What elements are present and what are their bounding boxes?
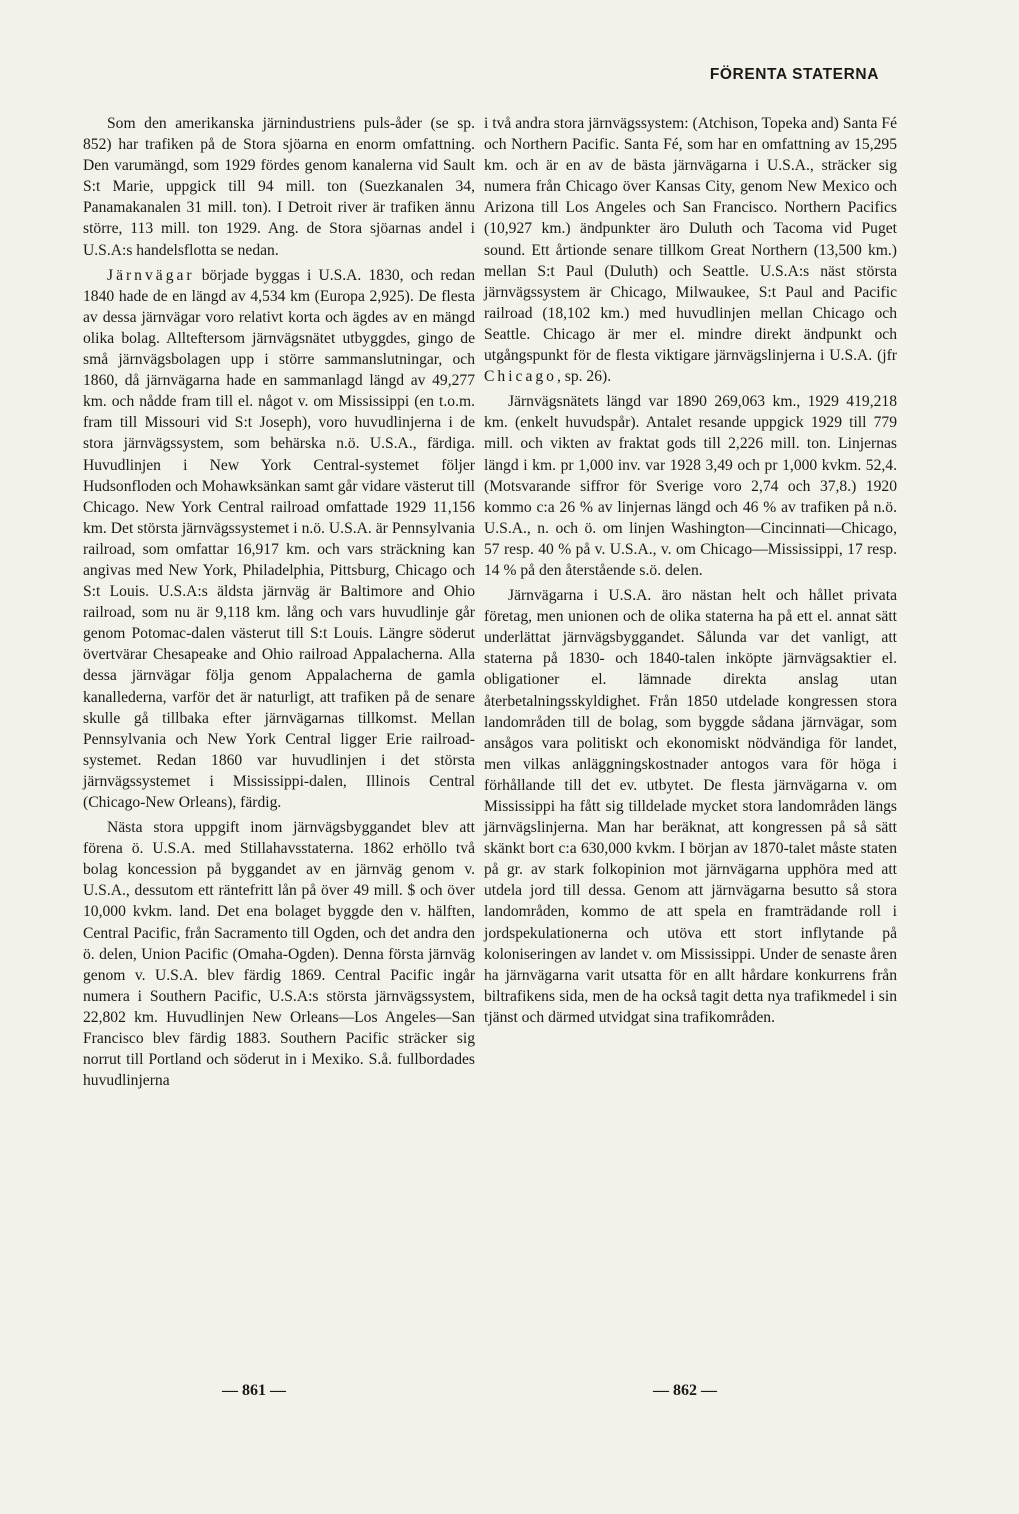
left-paragraph-1: Som den amerikanska järnindustriens puls-åder (se sp. 852) har trafiken på de Stora sjöarna en enorm omfattning. Den varumängd, som 1929 fördes genom kanalerna vid Sault S:t Marie, uppgick till 94 mill. ton (Suezkanalen 34, Panamakanalen 31 mill. ton). I Detroit river är trafiken ännu större, 113 mill. ton 1929. Ang. de Stora sjöarnas andel i U.S.A:s handelsflotta se nedan. <box>83 115 475 259</box>
right-column <box>484 113 897 1032</box>
right-paragraph-1-end: , sp. 26). <box>556 368 612 386</box>
right-paragraph-1-text: i två andra stora järnvägssystem: (Atchison, Topeka and) Santa Fé och Northern Pacific. Santa Fé, som har en omfattning av 15,295 km. och är en av de bästa järnvägarna i U.S.A., sträcker sig numera från Chicago över Kansas City, genom New Mexico och Arizona till Los Angeles och San Francisco. Northern Pacifics (10,927 km.) ändpunkter äro Duluth och Tacoma vid Puget sound. Ett årtionde senare tillkom Great Northern (13,500 km.) mellan S:t Paul (Duluth) och Seattle. U.S.A:s näst största järnvägssystem är Chicago, Milwaukee, S:t Paul and Pacific railroad (18,102 km.) med huvudlinjen mellan Chicago och Seattle. Chicago är mer el. mindre direkt ändpunkt och utgångspunkt för de flesta viktigare järnvägslinjerna i U.S.A. (jfr <box>484 115 897 365</box>
cross-reference-chicago: Chicago <box>484 368 557 386</box>
right-paragraph-3: Järnvägarna i U.S.A. äro nästan helt och hållet privata företag, men unionen och de olika staterna ha på ett el. annat sätt underlättat järnvägsbyggandet. Sålunda var det vanligt, att staterna på 1830- och 1840-talen inköpte järnvägsaktier el. obligationer el. lämnade direkta anslag utan återbetalningsskyldighet. Från 1850 utdelade kongressen stora landområden till de bolag, som byggde sådana järnvägar, som ansågos vara politiskt och ekonomiskt nödvändiga för landet, men vilkas anläggningskostnader antogos vara för höga i förhållande till det ev. utbytet. De flesta järnvägarna v. om Mississippi ha fått sig tilldelade mycket stora landområden längs järnvägslinjerna. Man har beräknat, att kongressen på så sätt skänkt bort c:a 630,000 kvkm. I början av 1870-talet måste staten på gr. av stark folkopinion mot järnvägarna upphöra med att utdela jord till dessa. Genom att järnvägarna besutto så stora landområden, kommo de att spela en framträdande roll i jordspekulationerna och utöva ett stort inflytande på koloniseringen av landet v. om Mississippi. Under de senaste åren ha järnvägarna varit utsatta för en allt hårdare konkurrens från biltrafikens sida, men de ha också tagit detta nya trafikmedel i sin tjänst och därmed utvidgat sina trafikområden. <box>484 587 897 1026</box>
page-number-right: — 862 — <box>653 1382 717 1399</box>
left-column <box>83 113 475 1095</box>
right-paragraph-2: Järnvägsnätets längd var 1890 269,063 km., 1929 419,218 km. (enkelt huvudspår). Antalet resande uppgick 1929 till 779 mill. och vikten av fraktat gods till 2,226 mill. ton. Linjernas längd i km. pr 1,000 inv. var 1928 3,49 och pr 1,000 kvkm. 52,4. (Motsvarande siffror för Sverige voro 2,74 och 37,8.) 1920 kommo c:a 26 % av linjernas längd och 46 % av trafiken på n.ö. U.S.A., n. och ö. om linjen Washington—Cincinnati—Chicago, 57 resp. 40 % på v. U.S.A., v. om Chicago—Mississippi, 17 resp. 14 % på den återstående s.ö. delen. <box>484 393 897 579</box>
left-paragraph-3: Nästa stora uppgift inom järnvägsbyggandet blev att förena ö. U.S.A. med Stillahavsstaterna. 1862 erhöllo två bolag koncession på byggandet av en järnväg genom v. U.S.A., dessutom ett räntefritt lån på över 49 mill. $ och över 10,000 kvkm. land. Det ena bolaget byggde den v. hälften, Central Pacific, från Sacramento till Ogden, och det andra den ö. delen, Union Pacific (Omaha-Ogden). Denna första järnväg genom v. U.S.A. blev färdig 1869. Central Pacific ingår numera i Southern Pacific, U.S.A:s största järnvägssystem, 22,802 km. Huvudlinjen New Orleans—Los Angeles—San Francisco blev färdig 1883. Southern Pacific sträcker sig norrut till Portland och söderut in i Mexiko. S.å. fullbordades huvudlinjerna <box>83 819 475 1090</box>
left-paragraph-2 <box>83 265 475 813</box>
running-title: FÖRENTA STATERNA <box>709 66 879 83</box>
left-paragraph-2-text: började byggas i U.S.A. 1830, och redan 1840 hade de en längd av 4,534 km (Europa 2,925). De flesta av dessa järnvägar voro relativt korta och ägdes av en mängd olika bolag. Allteftersom järnvägsnätet utbyggdes, gingo de små järnvägsbolagen upp i större sammanslutningar, och 1860, då järnvägarna hade en sammanlagd längd av 49,277 km. och nådde fram till el. något v. om Mississippi (en t.o.m. fram till Missouri vid S:t Joseph), voro huvudlinjerna i de stora järnvägssystem, som behärska n.ö. U.S.A., färdiga. Huvudlinjen i New York Central-systemet följer Hudsonfloden och Mohawksänkan samt går vidare västerut till Chicago. New York Central railroad omfattade 1929 11,156 km. Det största järnvägssystemet i n.ö. U.S.A. är Pennsylvania railroad, som omfattar 16,917 km. och vars sträckning kan angivas med New York, Philadelphia, Pittsburg, Chicago och S:t Louis. U.S.A:s äldsta järnväg är Baltimore and Ohio railroad, som nu är 9,118 km. lång och vars huvudlinje går genom Potomac-dalen västerut till S:t Louis. Längre söderut övertvärar Chesapeake and Ohio railroad Appalacherna. Alla dessa järnvägar följa genom Appalacherna de gamla kanallederna, varför det är naturligt, att trafiken på de senare skulle gå tillbaka efter järnvägarnas tillkomst. Mellan Pennsylvania och New York Central ligger Erie railroad-systemet. Redan 1860 var huvudlinjen i det största järnvägssystemet i Mississippi-dalen, Illinois Central (Chicago-New Orleans), färdig. <box>83 266 475 811</box>
page-number-left: — 861 — <box>222 1382 286 1399</box>
keyword-jarnvagar: Järnvägar <box>107 266 195 284</box>
right-paragraph-1 <box>484 113 897 387</box>
